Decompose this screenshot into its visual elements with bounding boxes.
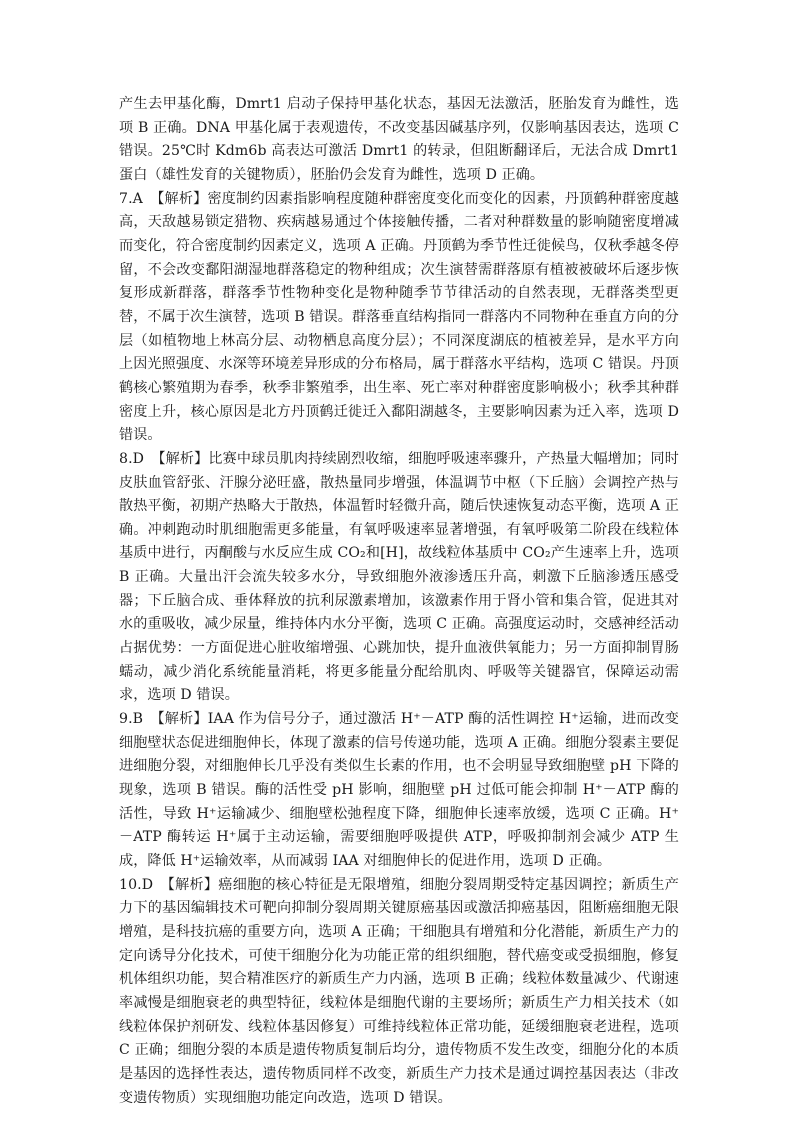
explanation-paragraph-8: 8.D 【解析】比赛中球员肌肉持续剧烈收缩，细胞呼吸速率骤升，产热量大幅增加；同时皮肤血管舒张、汗腺分泌旺盛，散热量同步增强，体温调节中枢（下丘脑）会调控产热与散热平衡，初期产热略大于散热，体温暂时轻微升高，随后快速恢复动态平衡，选项 A 正确。冲刺跑动时肌细胞需更多能量，有氧呼吸速率显著增强，有氧呼吸第二阶段在线粒体基质中进行，丙酮酸与水反应生成 CO₂和[H]，故线粒体基质中 CO₂产生速率上升，选项 B 正确。大量出汗会流失较多水分，导致细胞外液渗透压升高，刺激下丘脑渗透压感受器；下丘脑合成、垂体释放的抗利尿激素增加，该激素作用于肾小管和集合管，促进其对水的重吸收，减少尿量，维持体内水分平衡，选项 C 正确。高强度运动时，交感神经活动占据优势：一方面促进心脏收缩增强、心跳加快，提升血液供氧能力；另一方面抑制胃肠蠕动，减少消化系统能量消耗，将更多能量分配给肌肉、呼吸等关键器官，保障运动需求，选项 D 错误。 (119, 450, 679, 704)
explanation-paragraph-6-continued: 产生去甲基化酶，Dmrt1 启动子保持甲基化状态，基因无法激活，胚胎发育为雌性，选项 B 正确。DNA 甲基化属于表观遗传，不改变基因碱基序列，仅影响基因表达，选项 C 错误。25℃时 Kdm6b 高表达可激活 Dmrt1 的转录，但阻断翻译后，无法合成 Dmrt1 蛋白（雄性发育的关键物质），胚胎仍会发育为雌性，选项 D 正确。 (119, 96, 679, 183)
explanation-paragraph-7: 7.A 【解析】密度制约因素指影响程度随种群密度变化而变化的因素，丹顶鹤种群密度越高，天敌越易锁定猎物、疾病越易通过个体接触传播，二者对种群数量的影响随密度增减而变化，符合密度制约因素定义，选项 A 正确。丹顶鹤为季节性迁徙候鸟，仅秋季越冬停留，不会改变鄱阳湖湿地群落稳定的物种组成；次生演替需群落原有植被被破坏后逐步恢复形成新群落，群落季节性物种变化是物种随季节节律活动的自然表现，无群落类型更替，不属于次生演替，选项 B 错误。群落垂直结构指同一群落内不同物种在垂直方向的分层（如植物地上林高分层、动物栖息高度分层）；不同深度湖底的植被差异，是水平方向上因光照强度、水深等环境差异形成的分布格局，属于群落水平结构，选项 C 错误。丹顶鹤核心繁殖期为春季，秋季非繁殖季，出生率、死亡率对种群密度影响极小；秋季其种群密度上升，核心原因是北方丹顶鹤迁徙迁入鄱阳湖越冬，主要影响因素为迁入率，选项 D 错误。 (119, 190, 679, 444)
explanation-paragraph-9: 9.B 【解析】IAA 作为信号分子，通过激活 H⁺－ATP 酶的活性调控 H⁺运输，进而改变细胞壁状态促进细胞伸长，体现了激素的信号传递功能，选项 A 正确。细胞分裂素主要促进细胞分裂，对细胞伸长几乎没有类似生长素的作用，也不会明显导致细胞壁 pH 下降的现象，选项 B 错误。酶的活性受 pH 影响，细胞壁 pH 过低可能会抑制 H⁺－ATP 酶的活性，导致 H⁺运输减少、细胞壁松弛程度下降，细胞伸长速率放缓，选项 C 正确。H⁺－ATP 酶转运 H⁺属于主动运输，需要细胞呼吸提供 ATP，呼吸抑制剂会减少 ATP 生成，降低 H⁺运输效率，从而减弱 IAA 对细胞伸长的促进作用，选项 D 正确。 (119, 711, 679, 869)
answer-explanation-text (119, 93, 679, 1110)
explanation-paragraph-10: 10.D 【解析】癌细胞的核心特征是无限增殖，细胞分裂周期受特定基因调控；新质生产力下的基因编辑技术可靶向抑制分裂周期关键原癌基因或激活抑癌基因，阻断癌细胞无限增殖，是科技抗癌的重要方向，选项 A 正确；干细胞具有增殖和分化潜能，新质生产力的定向诱导分化技术，可使干细胞分化为功能正常的组织细胞，替代癌变或受损细胞，修复机体组织功能，契合精准医疗的新质生产力内涵，选项 B 正确；线粒体数量减少、代谢速率减慢是细胞衰老的典型特征，线粒体是细胞代谢的主要场所；新质生产力相关技术（如线粒体保护剂研发、线粒体基因修复）可维持线粒体正常功能，延缓细胞衰老进程，选项 C 正确；细胞分裂的本质是遗传物质复制后均分，遗传物质不发生改变，细胞分化的本质是基因的选择性表达，遗传物质同样不改变，新质生产力技术是通过调控基因表达（非改变遗传物质）实现细胞功能定向改造，选项 D 错误。 (119, 876, 679, 1106)
